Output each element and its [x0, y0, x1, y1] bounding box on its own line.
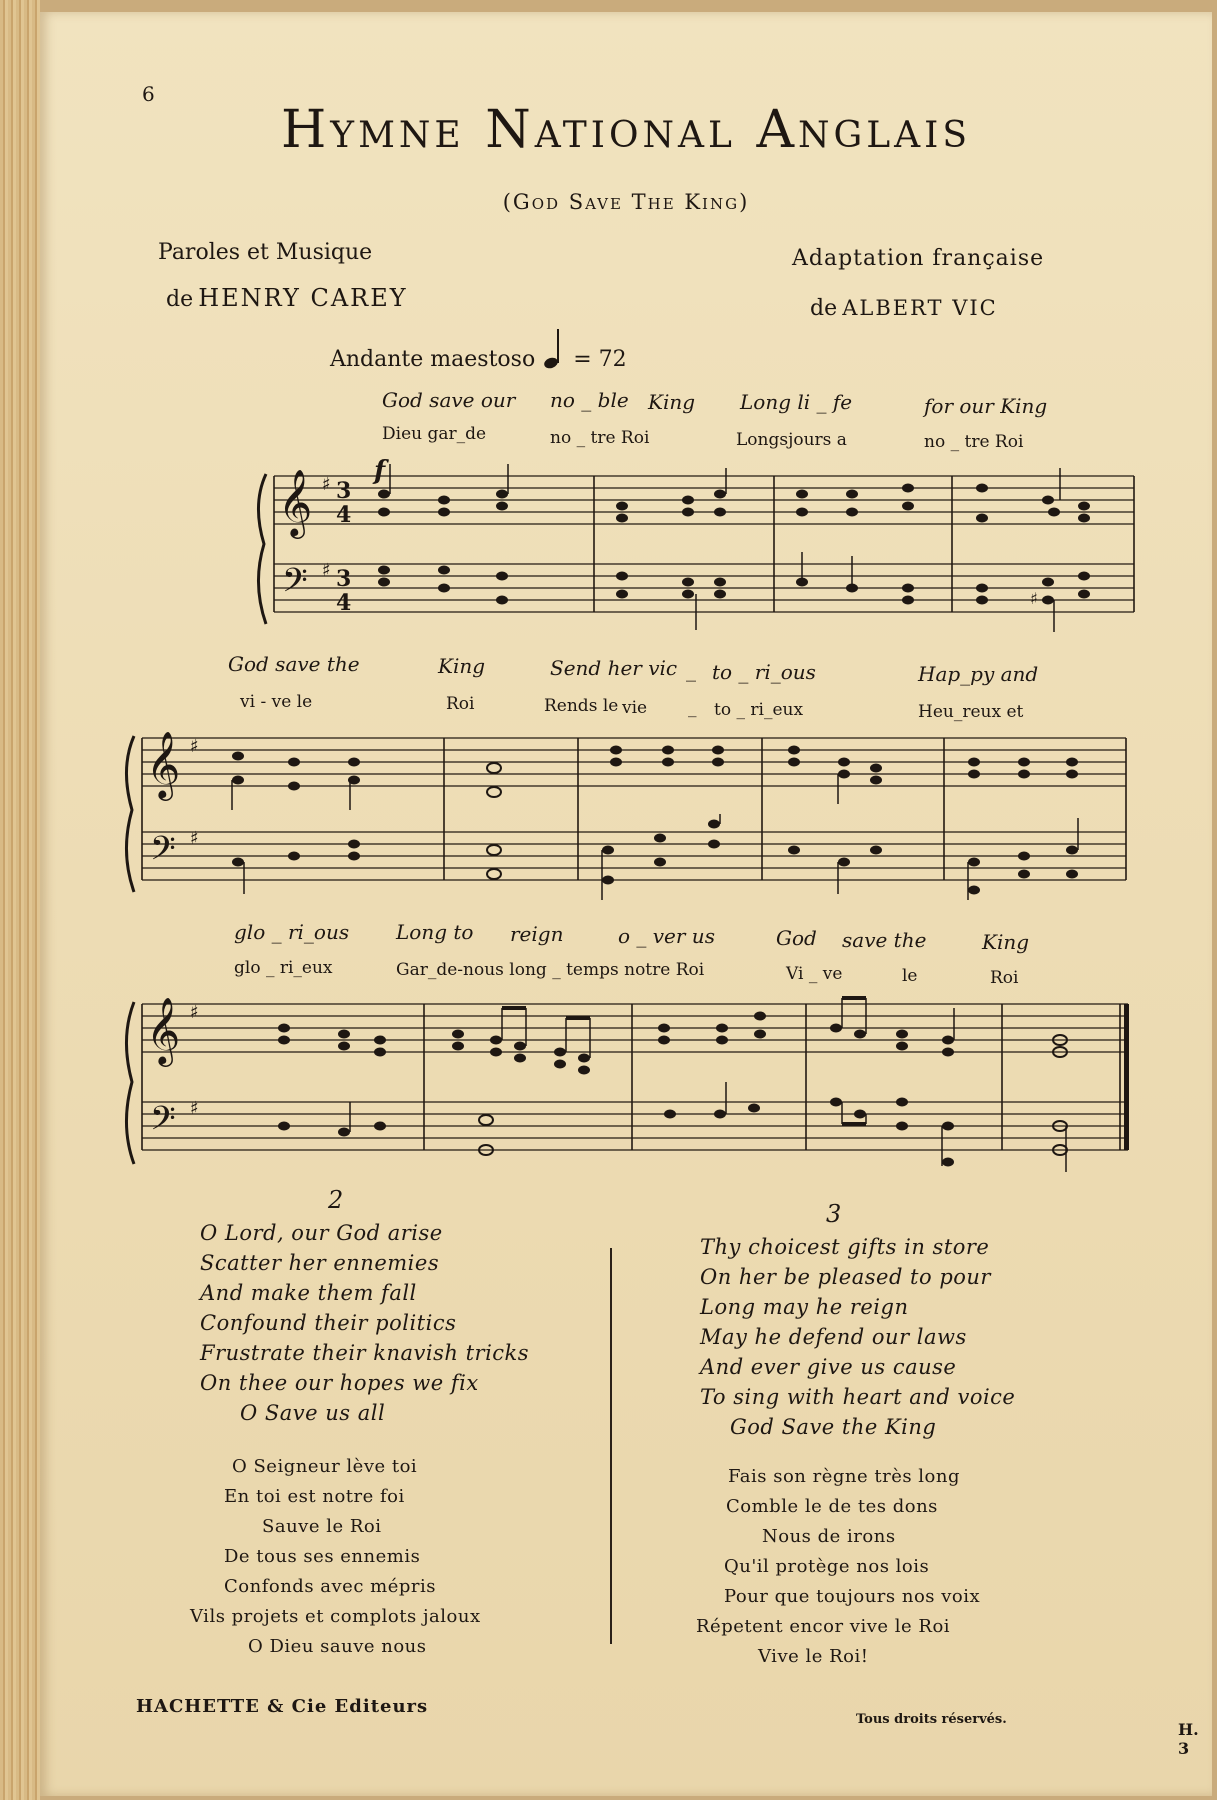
sys3-fr-3: Vi _ ve [786, 964, 843, 984]
credit-left-line2 [166, 284, 408, 312]
verse-3-number: 3 [826, 1200, 842, 1228]
verse-3-en-line: On her be pleased to pour [700, 1265, 991, 1289]
sys3-en-5: God [776, 926, 817, 950]
svg-text:3: 3 [336, 478, 352, 504]
rights-reserved: Tous droits réservés. [856, 1712, 1007, 1727]
svg-text:♯: ♯ [190, 828, 199, 849]
svg-text:♯: ♯ [190, 736, 199, 757]
tempo-text: Andante maestoso [330, 347, 536, 372]
svg-text:♯: ♯ [190, 1002, 199, 1023]
sys3-fr-1: glo _ ri_eux [234, 958, 333, 978]
treble-clef-icon: 𝄞 [146, 996, 181, 1064]
verse-3-fr-line: Comble le de tes dons [726, 1496, 938, 1517]
book-spine-edge [0, 0, 40, 1800]
sys1-en-3: King [648, 390, 696, 414]
verse-2-fr-line: De tous ses ennemis [224, 1546, 421, 1567]
notes-system-3 [278, 998, 1067, 1172]
sys3-en-4: o _ ver us [618, 924, 715, 948]
verse-2-en-line: O Save us all [240, 1401, 386, 1425]
credit-left-line1: Paroles et Musique [158, 240, 373, 265]
sys3-fr-2: Gar_de-nous long _ temps notre Roi [396, 960, 705, 980]
sys2-en-2: King [438, 654, 486, 678]
sys2-fr-2: Roi [446, 694, 475, 714]
verse-3-fr-line: Pour que toujours nos voix [724, 1586, 981, 1607]
sys2-fr-6: to _ ri_eux [714, 700, 804, 720]
verse-3-fr-line: Vive le Roi! [758, 1646, 869, 1667]
verse-3-fr-line: Fais son règne très long [728, 1466, 961, 1487]
notes-system-1 [378, 464, 1090, 632]
publisher-imprint: HACHETTE & Cie Editeurs [136, 1696, 429, 1717]
music-system-2 [114, 724, 1134, 904]
sys2-fr-7: Heu_reux et [918, 702, 1024, 722]
verse-2-fr-line: En toi est notre foi [224, 1486, 405, 1507]
treble-clef-icon: 𝄞 [278, 468, 313, 536]
sys3-en-1: glo _ ri_ous [234, 920, 350, 944]
verse-3-en-line: Thy choicest gifts in store [700, 1235, 990, 1259]
bass-clef-icon: 𝄢 [150, 830, 176, 876]
verse-2-en-line: O Lord, our God arise [200, 1221, 443, 1245]
verse-2-fr-line: Sauve le Roi [262, 1516, 382, 1537]
dynamic-forte: f [374, 456, 386, 486]
sys2-en-3: Send her vic [550, 656, 678, 680]
adapter-name: ALBERT VIC [842, 296, 998, 320]
verse-3-english [700, 1232, 1015, 1442]
sys2-en-1: God save the [228, 652, 360, 676]
page-number: 6 [142, 82, 155, 106]
sys2-fr-1: vi - ve le [240, 692, 313, 712]
verse-2-fr-line: O Seigneur lève toi [232, 1456, 418, 1477]
verse-3-french [696, 1462, 1076, 1672]
verse-divider [610, 1248, 612, 1644]
sys1-en-1: God save our [382, 388, 516, 412]
tempo-value: = 72 [573, 347, 627, 372]
svg-text:4: 4 [336, 590, 352, 616]
verse-2-en-line: Confound their politics [200, 1311, 457, 1335]
catalog-code: H. 3 [1178, 1720, 1199, 1758]
credit-right-line2 [810, 296, 998, 321]
verse-3-en-line: May he defend our laws [700, 1325, 967, 1349]
page-subtitle: (God Save The King) [502, 190, 750, 214]
sys3-en-6: save the [842, 928, 927, 952]
verse-3-en-line: To sing with heart and voice [700, 1385, 1016, 1409]
music-system-1 [244, 464, 1144, 634]
svg-text:♯: ♯ [190, 1098, 199, 1119]
sys1-fr-1: Dieu gar_de [382, 424, 487, 444]
verse-2-fr-line: Confonds avec mépris [224, 1576, 436, 1597]
sys2-en-6: Hap_py and [918, 662, 1039, 686]
verse-2-fr-line: O Dieu sauve nous [248, 1636, 427, 1657]
tempo-marking [330, 340, 627, 372]
svg-text:♯: ♯ [322, 474, 331, 495]
sys2-en-5: to _ ri_ous [712, 660, 816, 684]
treble-staff-1 [274, 476, 1134, 524]
bass-clef-icon: 𝄢 [150, 1100, 176, 1146]
verse-2-number: 2 [328, 1186, 344, 1214]
sys3-fr-4: le [902, 966, 918, 986]
credit-right-line1: Adaptation française [792, 246, 1045, 271]
verse-2-en-line: Scatter her ennemies [200, 1251, 440, 1275]
notes-system-2 [232, 746, 1078, 901]
verse-2-en-line: And make them fall [200, 1281, 417, 1305]
bass-clef-icon: 𝄢 [282, 562, 308, 608]
sys1-en-5: for our King [924, 394, 1048, 418]
sys2-en-4: _ [686, 658, 696, 682]
svg-text:3: 3 [336, 566, 352, 592]
verse-3-fr-line: Nous de irons [762, 1526, 896, 1547]
treble-clef-icon: 𝄞 [146, 730, 181, 798]
sys3-en-3: reign [510, 922, 564, 946]
svg-text:4: 4 [336, 502, 352, 528]
credit-right-prefix: de [810, 296, 838, 321]
verse-2-french [190, 1452, 570, 1662]
sys1-fr-4: no _ tre Roi [924, 432, 1024, 452]
verse-2-en-line: On thee our hopes we fix [200, 1371, 479, 1395]
sys3-en-2: Long to [396, 920, 474, 944]
composer-name: HENRY CAREY [198, 284, 408, 312]
verse-2-en-line: Frustrate their knavish tricks [200, 1341, 530, 1365]
verse-3-en-line: God Save the King [730, 1415, 937, 1439]
sys2-fr-5: _ [688, 698, 697, 718]
sys1-fr-2: no _ tre Roi [550, 428, 650, 448]
quarter-note-icon [542, 340, 566, 370]
verse-2-fr-line: Vils projets et complots jaloux [190, 1606, 481, 1627]
verse-3-en-line: And ever give us cause [700, 1355, 957, 1379]
verse-3-fr-line: Répetent encor vive le Roi [696, 1616, 951, 1637]
sys3-en-7: King [982, 930, 1030, 954]
verse-3-fr-line: Qu'il protège nos lois [724, 1556, 930, 1577]
sys1-en-4: Long li _ fe [740, 390, 853, 414]
bass-staff-1 [274, 564, 1134, 612]
sys3-fr-5: Roi [990, 968, 1019, 988]
svg-text:♯: ♯ [322, 560, 331, 581]
page-title: Hymne National Anglais [280, 100, 972, 160]
sys2-fr-3: Rends le [544, 696, 619, 716]
sys1-fr-3: Longsjours a [736, 430, 847, 450]
svg-text:♯: ♯ [1030, 589, 1038, 608]
sheet-music-page [40, 12, 1212, 1796]
verse-2-english [200, 1218, 529, 1428]
credit-left-prefix: de [166, 287, 194, 312]
sys1-en-2: no _ ble [550, 388, 629, 412]
sys2-fr-4: vie [622, 698, 648, 718]
verse-3-en-line: Long may he reign [700, 1295, 909, 1319]
music-system-3 [114, 990, 1144, 1190]
